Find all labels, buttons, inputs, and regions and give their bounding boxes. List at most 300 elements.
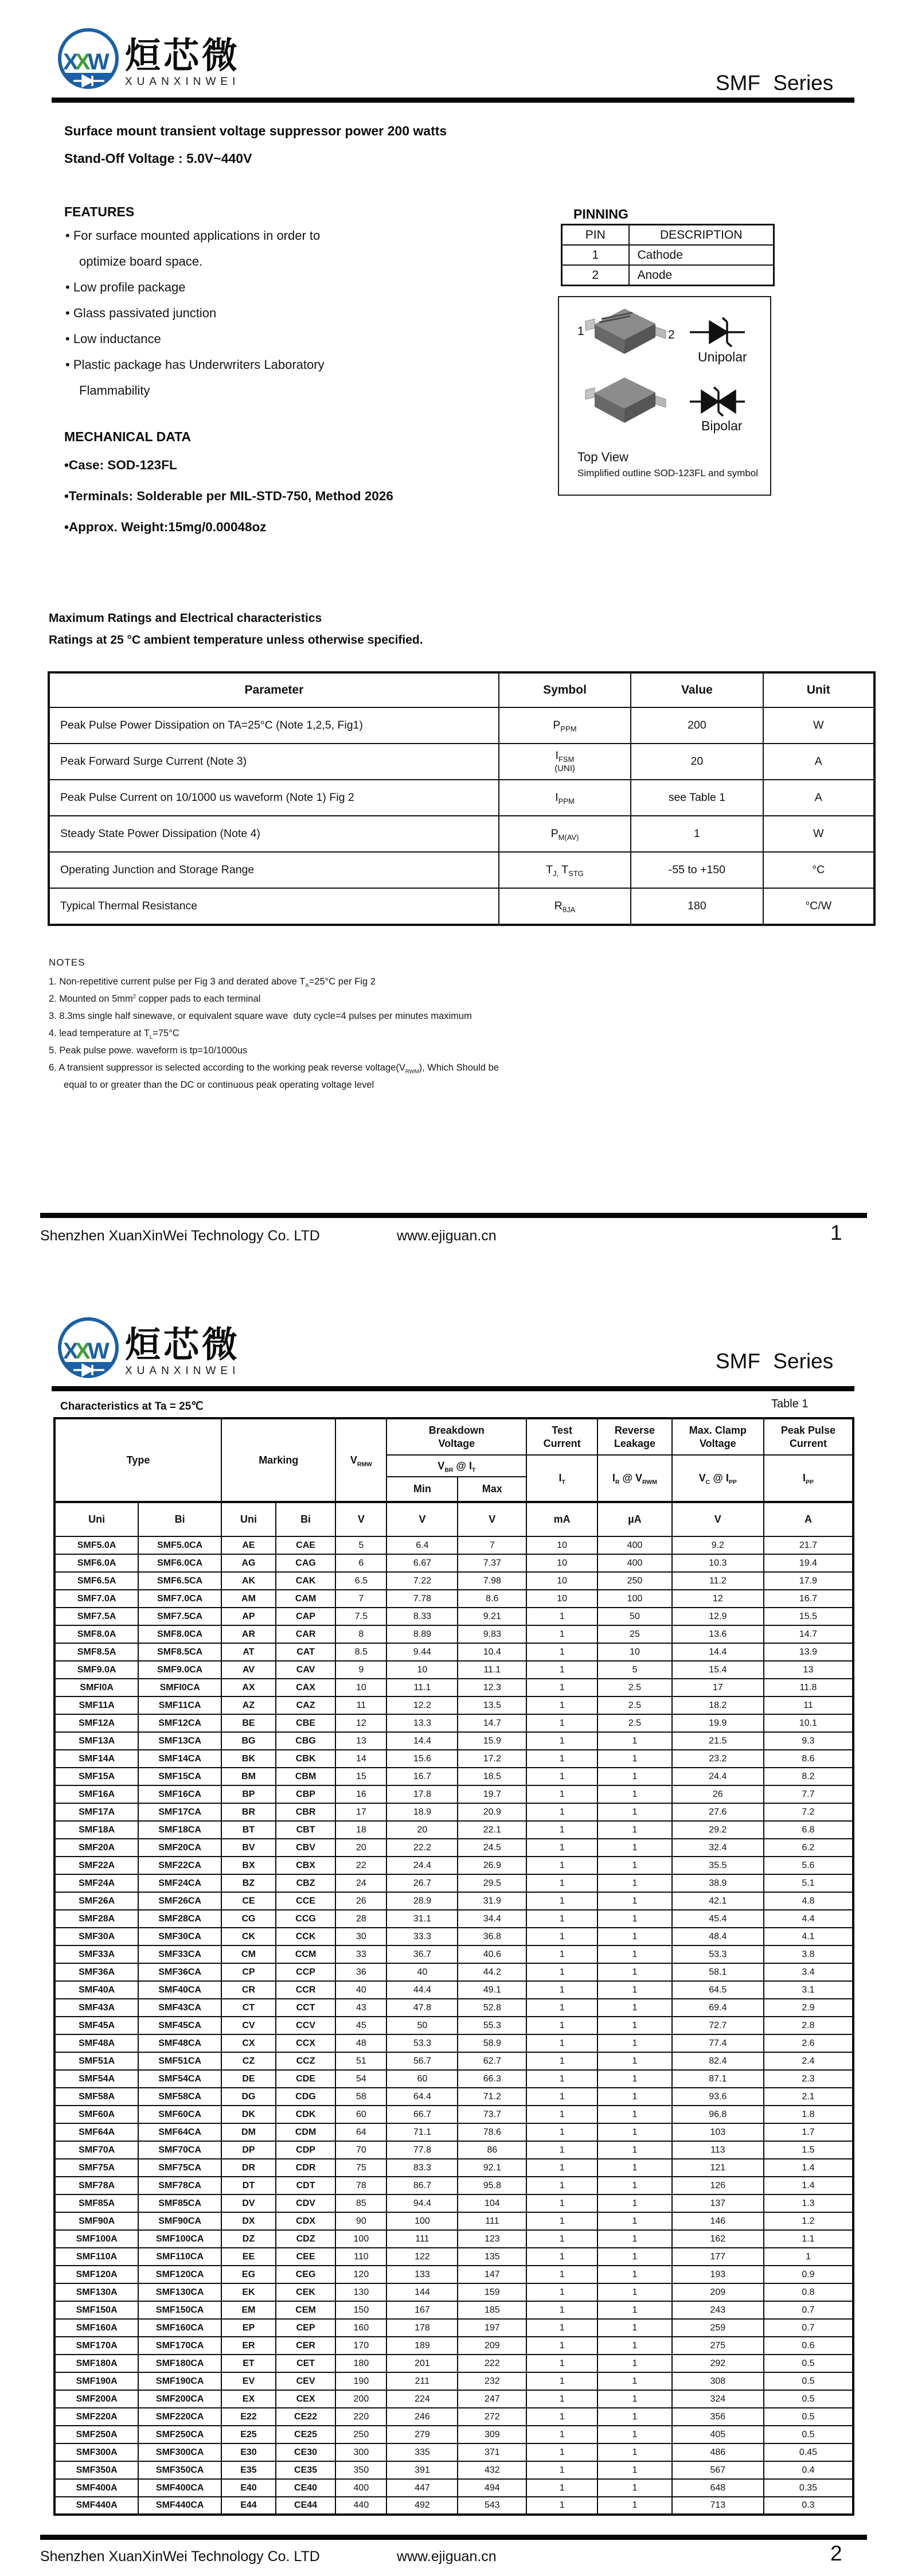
- logo-mark-icon: [56, 1315, 120, 1380]
- table-cell: 86.7: [386, 2177, 458, 2194]
- table-cell: 1: [526, 1999, 597, 2017]
- table-cell: CBK: [276, 1750, 335, 1768]
- table-header-row: [54, 1418, 853, 1455]
- table-cell: 64: [335, 2123, 386, 2141]
- logo-text: [125, 1315, 240, 1378]
- table-cell: 1: [597, 2408, 672, 2426]
- table-cell: SMF28CA: [138, 1910, 221, 1928]
- unit-col-header: Unit: [763, 672, 874, 707]
- table-cell: SMF54CA: [138, 2070, 221, 2088]
- table-cell: EX: [221, 2390, 276, 2408]
- table-cell: SMF8.0CA: [138, 1625, 221, 1643]
- table-cell: SMF8.5CA: [138, 1643, 221, 1661]
- table-row: [54, 1963, 853, 1981]
- table-cell: SMF36A: [54, 1963, 138, 1981]
- table-cell: 78.6: [458, 2123, 526, 2141]
- pin-table-header: [562, 225, 774, 246]
- value-cell: -55 to +150: [631, 852, 763, 888]
- table-row: [54, 1572, 853, 1590]
- logo-letter: X: [63, 1338, 79, 1364]
- table-cell: 126: [672, 2177, 764, 2194]
- table-cell: 0.8: [764, 2283, 853, 2301]
- table-cell: 66.7: [386, 2106, 458, 2123]
- table-cell: 275: [672, 2337, 764, 2355]
- table-cell: CCV: [276, 2017, 335, 2034]
- table-cell: 60: [386, 2070, 458, 2088]
- table-cell: AG: [221, 1554, 276, 1572]
- table-cell: 111: [386, 2230, 458, 2248]
- parameter-cell: Operating Junction and Storage Range: [49, 852, 499, 888]
- table-cell: 11: [335, 1696, 386, 1714]
- logo-letter: X: [75, 49, 91, 75]
- table-cell: SMF60A: [54, 2106, 138, 2123]
- table-cell: 113: [672, 2141, 764, 2159]
- table-cell: 100: [335, 2230, 386, 2248]
- table-cell: 55.3: [458, 2017, 526, 2034]
- table-cell: SMF22CA: [138, 1857, 221, 1874]
- package-3d-icon: [585, 309, 666, 354]
- table-cell: SMF14CA: [138, 1750, 221, 1768]
- table-cell: 4.1: [764, 1928, 853, 1945]
- table-cell: CAM: [276, 1590, 335, 1608]
- table-cell: 8.2: [764, 1768, 853, 1785]
- table-cell: 6.67: [386, 1554, 458, 1572]
- table-cell: 1: [597, 2159, 672, 2177]
- table-cell: 16: [335, 1785, 386, 1803]
- logo-latin-name: XUANXINWEI: [125, 76, 240, 88]
- table-cell: 9: [335, 1661, 386, 1679]
- table-cell: 3.1: [764, 1981, 853, 1999]
- table-cell: 104: [458, 2194, 526, 2212]
- table-cell: 1: [597, 2248, 672, 2266]
- feature-item: • Low profile package: [65, 280, 186, 294]
- table-cell: AV: [221, 1661, 276, 1679]
- table-cell: 1: [526, 1714, 597, 1732]
- company-logo: [56, 1315, 240, 1380]
- table-cell: SMF14A: [54, 1750, 138, 1768]
- table-cell: 350: [335, 2461, 386, 2479]
- table-cell: CT: [221, 1999, 276, 2017]
- table-cell: CE44: [276, 2497, 335, 2515]
- table-cell: 95.8: [458, 2177, 526, 2194]
- table-cell: 222: [458, 2355, 526, 2372]
- table-cell: 121: [672, 2159, 764, 2177]
- table-cell: SMF51A: [54, 2052, 138, 2070]
- table-cell: SMF170CA: [138, 2337, 221, 2355]
- table-cell: 1: [526, 2426, 597, 2443]
- ratings-table-body: [49, 707, 874, 925]
- table-cell: 1: [526, 1696, 597, 1714]
- table-cell: CDT: [276, 2177, 335, 2194]
- table-row: [54, 1661, 853, 1679]
- table-cell: 94.4: [386, 2194, 458, 2212]
- table-cell: 1: [526, 2479, 597, 2497]
- table-cell: 292: [672, 2355, 764, 2372]
- table-cell: SMF180CA: [138, 2355, 221, 2372]
- unit-cell: Uni: [221, 1502, 276, 1536]
- table-cell: 1.4: [764, 2159, 853, 2177]
- table-cell: 20: [386, 1821, 458, 1839]
- table-cell: 137: [672, 2194, 764, 2212]
- table-cell: 1: [597, 1857, 672, 1874]
- mechanical-item: •Terminals: Solderable per MIL-STD-750, Method 2026: [64, 489, 393, 503]
- table-cell: 6.8: [764, 1821, 853, 1839]
- pin-description: Anode: [629, 265, 774, 286]
- table-cell: 1: [526, 2017, 597, 2034]
- table-cell: 308: [672, 2372, 764, 2390]
- table-cell: SMF51CA: [138, 2052, 221, 2070]
- table-cell: 25: [597, 1625, 672, 1643]
- table-cell: SMF130CA: [138, 2283, 221, 2301]
- table-cell: 7.5: [335, 1608, 386, 1625]
- table-cell: 1: [526, 2283, 597, 2301]
- footer-website: www.ejiguan.cn: [397, 2548, 497, 2565]
- table-cell: AT: [221, 1643, 276, 1661]
- table-cell: EK: [221, 2283, 276, 2301]
- table-row: [54, 2159, 853, 2177]
- table-cell: CDV: [276, 2194, 335, 2212]
- table-cell: 17: [672, 1679, 764, 1696]
- table-cell: SMF45A: [54, 2017, 138, 2034]
- table-cell: CAP: [276, 1608, 335, 1625]
- table-cell: CCP: [276, 1963, 335, 1981]
- table-cell: 250: [335, 2426, 386, 2443]
- table-cell: SMF7.0CA: [138, 1590, 221, 1608]
- ratings-row: [49, 816, 874, 852]
- table-cell: SMF43A: [54, 1999, 138, 2017]
- table-cell: 7.37: [458, 1554, 526, 1572]
- table-cell: 45.4: [672, 1910, 764, 1928]
- table-cell: 48.4: [672, 1928, 764, 1945]
- table-cell: CBP: [276, 1785, 335, 1803]
- table-cell: 18.5: [458, 1768, 526, 1785]
- company-logo: [56, 26, 240, 91]
- table-cell: 144: [386, 2283, 458, 2301]
- table-cell: 1.7: [764, 2123, 853, 2141]
- pinning-heading: PINNING: [573, 207, 628, 221]
- table-cell: BP: [221, 1785, 276, 1803]
- table-cell: 86: [458, 2141, 526, 2159]
- type-col-header: Type: [54, 1418, 221, 1502]
- table-cell: CE40: [276, 2479, 335, 2497]
- table-cell: 1: [526, 1981, 597, 1999]
- table-cell: 44.4: [386, 1981, 458, 1999]
- table-cell: 309: [458, 2426, 526, 2443]
- table-cell: CBX: [276, 1857, 335, 1874]
- table-cell: CER: [276, 2337, 335, 2355]
- table-cell: 10.4: [458, 1643, 526, 1661]
- table-cell: 1: [597, 1874, 672, 1892]
- table-cell: 19.4: [764, 1554, 853, 1572]
- footer-rule: [40, 2535, 867, 2540]
- table-cell: 24.4: [386, 1857, 458, 1874]
- logo-letter: X: [63, 49, 79, 75]
- table-cell: 1: [526, 2034, 597, 2052]
- peak-pulse-current-header: Peak Pulse Current: [764, 1418, 853, 1455]
- ratings-subtitle: Ratings at 25 °C ambient temperature unless otherwise specified.: [49, 633, 423, 647]
- table-cell: CAE: [276, 1536, 335, 1554]
- marking-col-header: Marking: [221, 1418, 335, 1502]
- table-cell: CK: [221, 1928, 276, 1945]
- table-cell: 1: [526, 2301, 597, 2319]
- table-cell: 178: [386, 2319, 458, 2337]
- table-row: [54, 1590, 853, 1608]
- table-cell: CDP: [276, 2141, 335, 2159]
- value-cell: 180: [631, 888, 763, 925]
- max-header: Max: [458, 1477, 526, 1502]
- table-cell: 494: [458, 2479, 526, 2497]
- table-cell: 1: [526, 1679, 597, 1696]
- table-cell: SMF160A: [54, 2319, 138, 2337]
- pin2-label: 2: [668, 328, 675, 341]
- table-cell: 7: [335, 1590, 386, 1608]
- table-cell: SMF64CA: [138, 2123, 221, 2141]
- table-row: [54, 2177, 853, 2194]
- feature-item: • Low inductance: [65, 332, 161, 346]
- table-cell: 1: [526, 2266, 597, 2283]
- table-cell: 371: [458, 2443, 526, 2461]
- table-cell: 1: [526, 2319, 597, 2337]
- table-cell: 77.4: [672, 2034, 764, 2052]
- table-cell: 648: [672, 2479, 764, 2497]
- table-cell: 32.4: [672, 1839, 764, 1857]
- table-cell: SMF6.0CA: [138, 1554, 221, 1572]
- note-item: 2. Mounted on $5mm^2$ copper pads to each terminal: [49, 993, 261, 1004]
- parameter-cell: Steady State Power Dissipation (Note 4): [49, 816, 499, 852]
- table-cell: E44: [221, 2497, 276, 2515]
- table-cell: DZ: [221, 2230, 276, 2248]
- table-cell: CBE: [276, 1714, 335, 1732]
- ratings-row: [49, 744, 874, 780]
- table-cell: SMF7.5CA: [138, 1608, 221, 1625]
- table-row: [54, 1536, 853, 1554]
- value-cell: 20: [631, 744, 763, 780]
- table-cell: 71.2: [458, 2088, 526, 2106]
- table-cell: 1: [526, 1785, 597, 1803]
- table-cell: CDG: [276, 2088, 335, 2106]
- table-cell: 50: [386, 2017, 458, 2034]
- table-cell: SMF100CA: [138, 2230, 221, 2248]
- table-cell: 713: [672, 2497, 764, 2515]
- table-cell: 0.5: [764, 2355, 853, 2372]
- table-row: [54, 2266, 853, 2283]
- table-cell: 1: [597, 1750, 672, 1768]
- feature-item: optimize board space.: [79, 254, 203, 269]
- table-cell: 440: [335, 2497, 386, 2515]
- table-cell: 1: [597, 2123, 672, 2141]
- table-cell: 44.2: [458, 1963, 526, 1981]
- table-cell: 1: [597, 1768, 672, 1785]
- table-cell: 1: [597, 2230, 672, 2248]
- logo-text: [125, 26, 240, 88]
- table-cell: 13.6: [672, 1625, 764, 1643]
- table-cell: 177: [672, 2248, 764, 2266]
- table-row: [54, 1696, 853, 1714]
- table-cell: 1: [597, 1910, 672, 1928]
- table-cell: SMF43CA: [138, 1999, 221, 2017]
- table-cell: 1: [597, 2461, 672, 2479]
- table-cell: 1: [597, 2301, 672, 2319]
- table-cell: 1: [526, 1928, 597, 1945]
- table-cell: DR: [221, 2159, 276, 2177]
- table-cell: AK: [221, 1572, 276, 1590]
- table-cell: 1: [526, 1608, 597, 1625]
- table-cell: 26: [672, 1785, 764, 1803]
- table-cell: SMF100A: [54, 2230, 138, 2248]
- table-cell: 53.3: [672, 1945, 764, 1963]
- table-cell: CCM: [276, 1945, 335, 1963]
- table-cell: CEP: [276, 2319, 335, 2337]
- table-cell: CAR: [276, 1625, 335, 1643]
- table-cell: EG: [221, 2266, 276, 2283]
- table-cell: ET: [221, 2355, 276, 2372]
- table-cell: 189: [386, 2337, 458, 2355]
- table-cell: 5: [335, 1536, 386, 1554]
- table-cell: SMF11CA: [138, 1696, 221, 1714]
- ir-at-vrwm-header: $I_R$ @ $V_{RWM}$: [597, 1455, 672, 1502]
- ipp-header: $I_{PP}$: [764, 1455, 853, 1502]
- table-cell: BZ: [221, 1874, 276, 1892]
- table-row: [54, 2106, 853, 2123]
- table-cell: CAG: [276, 1554, 335, 1572]
- table-cell: 14.7: [458, 1714, 526, 1732]
- table-cell: 33.3: [386, 1928, 458, 1945]
- table-cell: SMFI0CA: [138, 1679, 221, 1696]
- table-row: [54, 1714, 853, 1732]
- table-cell: SMF24CA: [138, 1874, 221, 1892]
- table-cell: 447: [386, 2479, 458, 2497]
- mechanical-item: •Approx. Weight:15mg/0.00048oz: [64, 520, 267, 534]
- table-cell: SMF250CA: [138, 2426, 221, 2443]
- table-cell: 1: [764, 2248, 853, 2266]
- table-cell: 162: [672, 2230, 764, 2248]
- table-cell: CG: [221, 1910, 276, 1928]
- table-cell: 0.35: [764, 2479, 853, 2497]
- table-cell: 53.3: [386, 2034, 458, 2052]
- table-cell: 2.9: [764, 1999, 853, 2017]
- table-row: [54, 2461, 853, 2479]
- table-cell: 1: [526, 2230, 597, 2248]
- symbol-cell: $P_{M(AV)}$: [499, 816, 631, 852]
- table-cell: 1: [526, 1839, 597, 1857]
- table-cell: CE22: [276, 2408, 335, 2426]
- table-cell: 1: [597, 2088, 672, 2106]
- value-col-header: Value: [631, 672, 763, 707]
- table-cell: 122: [386, 2248, 458, 2266]
- table-row: [54, 1625, 853, 1643]
- table-row: [54, 2194, 853, 2212]
- parameter-cell: Peak Pulse Power Dissipation on TA=25°C (Note 1,2,5, Fig1): [49, 707, 499, 744]
- feature-item: • For surface mounted applications in order to: [65, 228, 321, 243]
- table-cell: 246: [386, 2408, 458, 2426]
- package-figure-drawing: [559, 297, 768, 492]
- table-cell: SMF6.5A: [54, 1572, 138, 1590]
- series-title: SMF Series: [716, 1349, 834, 1373]
- table-cell: 0.3: [764, 2497, 853, 2515]
- table-cell: SMF75A: [54, 2159, 138, 2177]
- table-cell: SMF17A: [54, 1803, 138, 1821]
- table-cell: 1: [597, 2283, 672, 2301]
- table-cell: 1: [526, 2052, 597, 2070]
- table-cell: 2.5: [597, 1696, 672, 1714]
- table-cell: DV: [221, 2194, 276, 2212]
- feature-item: • Plastic package has Underwriters Laboratory: [65, 357, 325, 372]
- table-cell: 14.4: [386, 1732, 458, 1750]
- table-cell: 1: [526, 2355, 597, 2372]
- table-cell: CV: [221, 2017, 276, 2034]
- logo-chinese-name: 烜芯微: [125, 1325, 241, 1365]
- table-cell: 2.6: [764, 2034, 853, 2052]
- table-cell: 17: [335, 1803, 386, 1821]
- table-cell: SMF17CA: [138, 1803, 221, 1821]
- table-row: [54, 1732, 853, 1750]
- table-cell: 400: [335, 2479, 386, 2497]
- table-cell: 24.5: [458, 1839, 526, 1857]
- table-cell: 1: [597, 2212, 672, 2230]
- table-cell: 48: [335, 2034, 386, 2052]
- table-cell: 26: [335, 1892, 386, 1910]
- table-cell: 1: [597, 1839, 672, 1857]
- it-header: $I_T$: [526, 1455, 597, 1502]
- table-cell: BE: [221, 1714, 276, 1732]
- table-cell: SMF60CA: [138, 2106, 221, 2123]
- table-cell: EM: [221, 2301, 276, 2319]
- table-cell: 7.22: [386, 1572, 458, 1590]
- table-cell: 15.4: [672, 1661, 764, 1679]
- table-cell: E40: [221, 2479, 276, 2497]
- bipolar-diode-icon: [690, 387, 745, 416]
- table-cell: 1.4: [764, 2177, 853, 2194]
- table-row: [54, 2123, 853, 2141]
- table-cell: 391: [386, 2461, 458, 2479]
- table-cell: 12.2: [386, 1696, 458, 1714]
- table-cell: 75: [335, 2159, 386, 2177]
- table-cell: 20: [335, 1839, 386, 1857]
- table-row: [54, 1945, 853, 1963]
- table-cell: 1: [597, 2266, 672, 2283]
- table-cell: 14.7: [764, 1625, 853, 1643]
- table-cell: 12.3: [458, 1679, 526, 1696]
- table-cell: CAK: [276, 1572, 335, 1590]
- table-cell: 6.2: [764, 1839, 853, 1857]
- table-cell: 78: [335, 2177, 386, 2194]
- table-cell: 43: [335, 1999, 386, 2017]
- page-number: 2: [830, 2542, 842, 2565]
- table-row: [54, 1643, 853, 1661]
- table-cell: 1: [526, 1803, 597, 1821]
- table-row: [54, 2034, 853, 2052]
- footer-website: www.ejiguan.cn: [397, 1228, 497, 1244]
- table-cell: SMF300CA: [138, 2443, 221, 2461]
- table-cell: 200: [335, 2390, 386, 2408]
- table-cell: AR: [221, 1625, 276, 1643]
- table-cell: 40: [335, 1981, 386, 1999]
- table-cell: 85: [335, 2194, 386, 2212]
- package-figure: [558, 296, 771, 496]
- table-cell: 1: [597, 1821, 672, 1839]
- table-cell: SMF5.0CA: [138, 1536, 221, 1554]
- table-cell: 4.8: [764, 1892, 853, 1910]
- ratings-title: Maximum Ratings and Electrical characteristics: [49, 612, 322, 625]
- symbol-cell: $I_{FSM}$ (UNI): [499, 744, 631, 780]
- table-cell: 10: [526, 1572, 597, 1590]
- table-cell: CAT: [276, 1643, 335, 1661]
- table-cell: 8: [335, 1625, 386, 1643]
- table-cell: CE30: [276, 2443, 335, 2461]
- table-row: [54, 2319, 853, 2337]
- table-cell: 1: [597, 2443, 672, 2461]
- table-cell: SMF90A: [54, 2212, 138, 2230]
